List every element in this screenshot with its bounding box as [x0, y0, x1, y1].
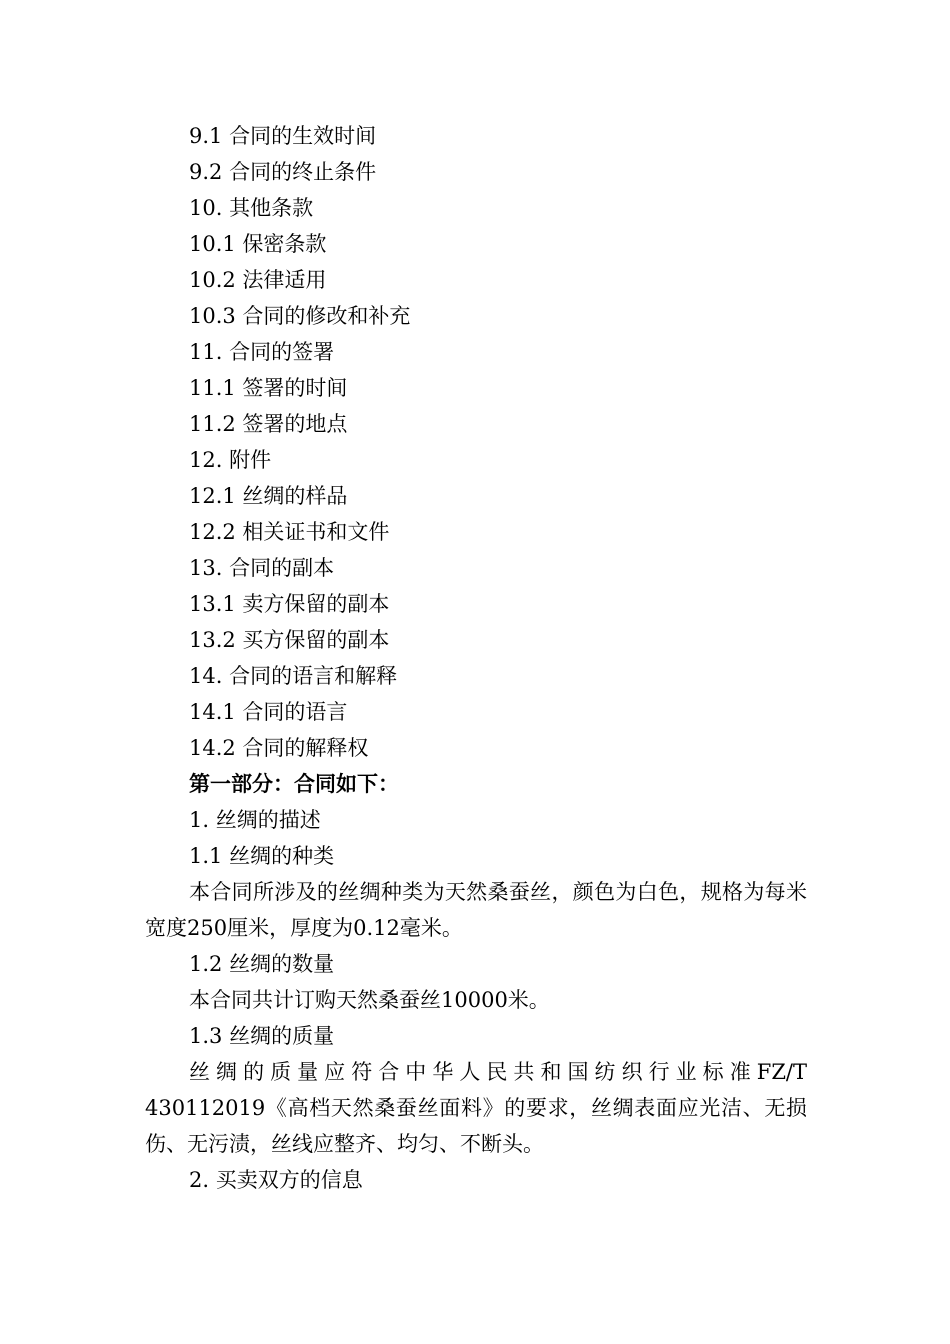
document-body: [145, 118, 807, 1198]
subsection-heading: 1.3 丝绸的质量: [189, 1024, 335, 1048]
outline-item: 9.1 合同的生效时间: [189, 124, 377, 148]
outline-item: 11.2 签署的地点: [189, 412, 348, 436]
paragraph: 本合同共计订购天然桑蚕丝10000米。: [189, 988, 550, 1012]
outline-item: 14.1 合同的语言: [189, 700, 348, 724]
outline-item: 10.3 合同的修改和补充: [189, 304, 411, 328]
outline-item: 14. 合同的语言和解释: [189, 664, 398, 688]
subsection-heading: 1.2 丝绸的数量: [189, 952, 335, 976]
outline-item: 13. 合同的副本: [189, 556, 335, 580]
section-heading: 1. 丝绸的描述: [189, 808, 321, 832]
paragraph: 本合同所涉及的丝绸种类为天然桑蚕丝，颜色为白色，规格为每米宽度250厘米，厚度为0.12毫米。: [145, 880, 807, 940]
outline-item: 10.2 法律适用: [189, 268, 327, 292]
outline-item: 9.2 合同的终止条件: [189, 160, 377, 184]
outline-item: 12. 附件: [189, 448, 272, 472]
outline-item: 14.2 合同的解释权: [189, 736, 369, 760]
outline-item: 12.1 丝绸的样品: [189, 484, 348, 508]
section-heading: 2. 买卖双方的信息: [189, 1168, 363, 1192]
outline-item: 11. 合同的签署: [189, 340, 335, 364]
outline-item: 10.1 保密条款: [189, 232, 327, 256]
outline-item: 13.1 卖方保留的副本: [189, 592, 390, 616]
outline-item: 10. 其他条款: [189, 196, 314, 220]
outline-item: 11.1 签署的时间: [189, 376, 348, 400]
subsection-heading: 1.1 丝绸的种类: [189, 844, 335, 868]
outline-item: 12.2 相关证书和文件: [189, 520, 390, 544]
outline-item: 13.2 买方保留的副本: [189, 628, 390, 652]
paragraph: 丝绸的质量应符合中华人民共和国纺织行业标准FZ/T 430112019《高档天然桑蚕丝面料》的要求，丝绸表面应光洁、无损伤、无污渍，丝线应整齐、均匀、不断头。: [145, 1060, 807, 1156]
part-heading: 第一部分：合同如下：: [189, 772, 399, 796]
